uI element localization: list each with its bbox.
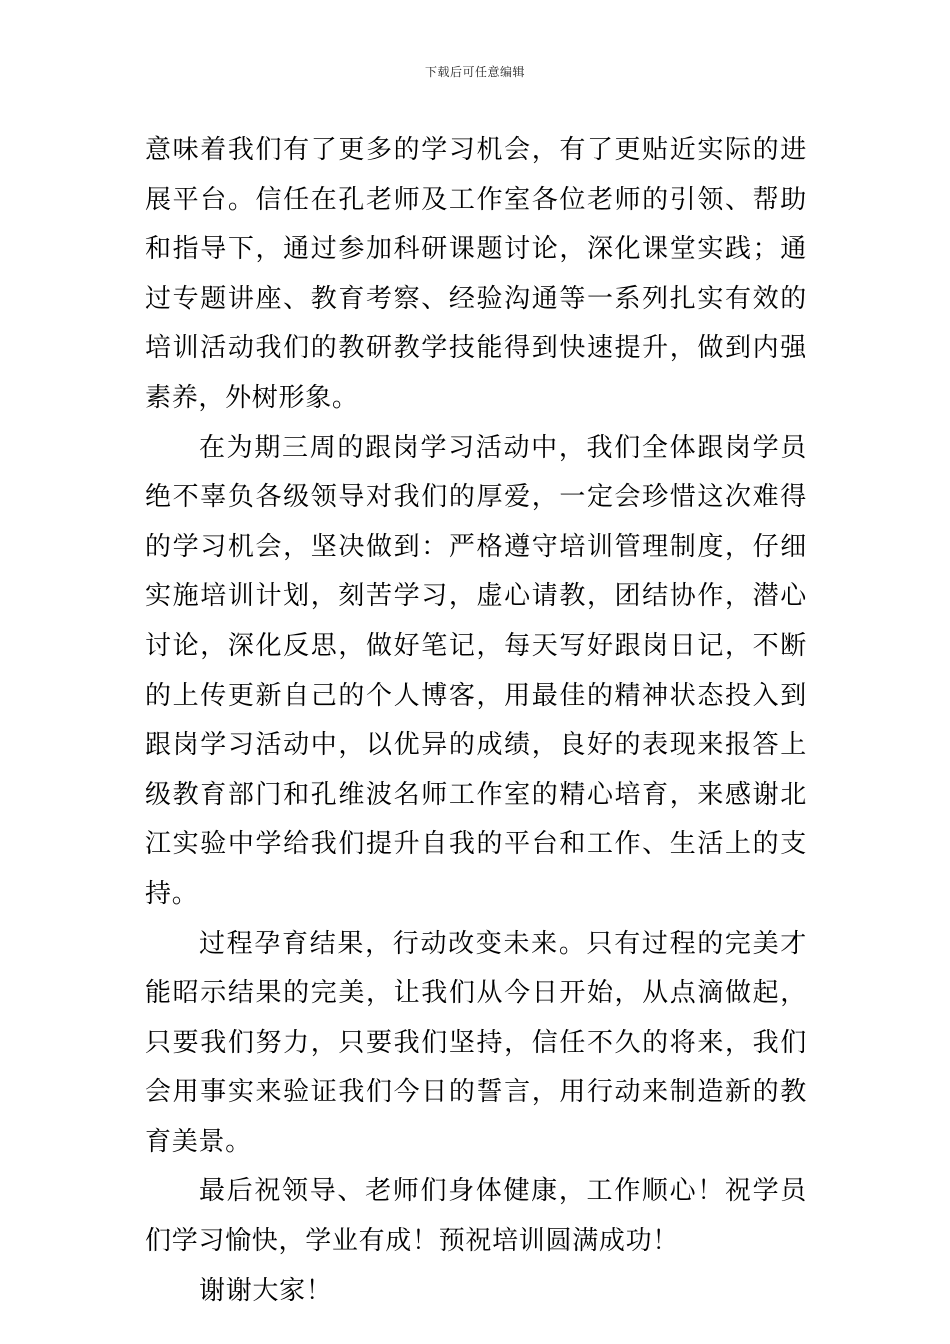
paragraph-commitment: 在为期三周的跟岗学习活动中，我们全体跟岗学员绝不辜负各级领导对我们的厚爱，一定会珍惜这次难得的学习机会，坚决做到：严格遵守培训管理制度，仔细实施培训计划，刻苦学习，虚心请教，团结协作，潜心讨论，深化反思，做好笔记，每天写好跟岗日记，不断的上传更新自己的个人博客，用最佳的精神状态投入到跟岗学习活动中，以优异的成绩，良好的表现来报答上级教育部门和孔维波名师工作室的精心培育，来感谢北江实验中学给我们提升自我的平台和工作、生活上的支持。: [145, 432, 807, 909]
page-header-note: 下载后可任意编辑: [424, 65, 525, 79]
paragraph-closing-wishes: 最后祝领导、老师们身体健康，工作顺心！祝学员们学习愉快，学业有成！预祝培训圆满成功！: [145, 1176, 807, 1257]
paragraph-thanks: 谢谢大家！: [199, 1275, 333, 1306]
paragraph-process-and-result: 过程孕育结果，行动改变未来。只有过程的完美才能昭示结果的完美，让我们从今日开始，从点滴做起，只要我们努力，只要我们坚持，信任不久的将来，我们会用事实来验证我们今日的誓言，用行动来制造新的教育美景。: [145, 928, 807, 1157]
document-body: [145, 126, 807, 1316]
paragraph-continuation: 意味着我们有了更多的学习机会，有了更贴近实际的进展平台。信任在孔老师及工作室各位老师的引领、帮助和指导下，通过参加科研课题讨论，深化课堂实践；通过专题讲座、教育考察、经验沟通等一系列扎实有效的培训活动我们的教研教学技能得到快速提升，做到内强素养，外树形象。: [145, 135, 807, 413]
